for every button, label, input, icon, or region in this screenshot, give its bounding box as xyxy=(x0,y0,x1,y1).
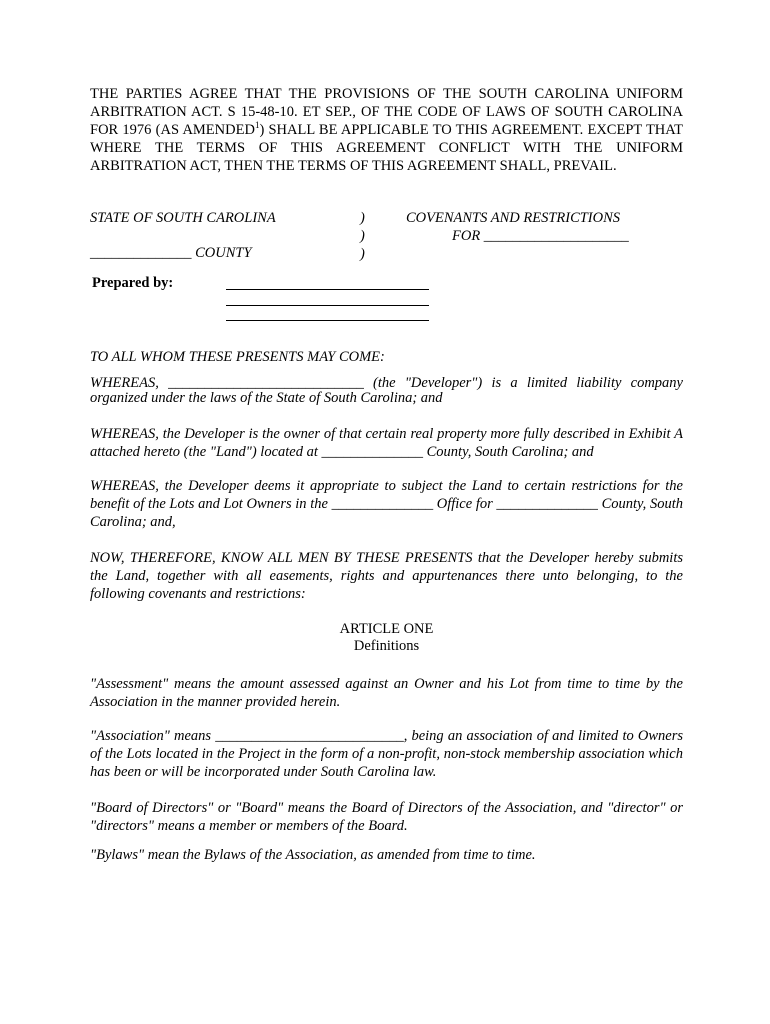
caption-paren-2: ) xyxy=(360,228,365,244)
definition-association: "Association" means __________________________, being an association of and limited to Owners of the Lots located in the Project in the form of a non-profit, non-stock membership association which has been or will be incorporated under South Carolina law. xyxy=(90,728,683,780)
salutation: TO ALL WHOM THESE PRESENTS MAY COME: xyxy=(90,349,385,365)
caption-paren-1: ) xyxy=(360,210,365,226)
document-title-line-2: FOR ____________________ xyxy=(452,228,629,244)
article-heading: ARTICLE ONE xyxy=(339,621,434,637)
preparer-line-2[interactable] xyxy=(226,305,429,306)
whereas-land-paragraph: WHEREAS, the Developer is the owner of that certain real property more fully described in Exhibit A attached hereto (the "Land") located at ______________ County, South Carolina; and xyxy=(90,426,683,460)
county-caption: ______________ COUNTY xyxy=(90,245,252,261)
definition-bylaws: "Bylaws" mean the Bylaws of the Association, as amended from time to time. xyxy=(90,847,536,863)
article-subheading: Definitions xyxy=(353,638,420,654)
preparer-line-1[interactable] xyxy=(226,289,429,290)
now-therefore-paragraph: NOW, THEREFORE, KNOW ALL MEN BY THESE PRESENTS that the Developer hereby submits the Land, together with all easements, rights and appurtenances there unto belonging, to the following covenants and restrictions: xyxy=(90,550,683,602)
whereas-restrictions-paragraph: WHEREAS, the Developer deems it appropriate to subject the Land to certain restrictions for the benefit of the Lots and Lot Owners in the ______________ Office for ______________ County, South Carolina; and, xyxy=(90,478,683,530)
caption-paren-3: ) xyxy=(360,246,365,262)
state-caption: STATE OF SOUTH CAROLINA xyxy=(90,210,276,226)
whereas-developer-paragraph: WHEREAS, ___________________________ (the "Developer") is a limited liability company organized under the laws of the State of South Carolina; and xyxy=(90,375,683,406)
arbitration-notice-text-1: THE PARTIES AGREE THAT THE PROVISIONS OF THE SOUTH CAROLINA UNIFORM ARBITRATION ACT. S 15-48-10. ET SEP., OF THE CODE OF LAWS OF SOUTH CAROLINA FOR 1976 (AS AMENDED xyxy=(90,86,683,138)
prepared-by-label: Prepared by: xyxy=(92,275,174,291)
footnote-marker[interactable]: 1 xyxy=(254,120,260,131)
definition-assessment: "Assessment" means the amount assessed against an Owner and his Lot from time to time by the Association in the manner provided herein. xyxy=(90,676,683,710)
document-title-line-1: COVENANTS AND RESTRICTIONS xyxy=(406,210,621,226)
arbitration-notice-text-2: ) SHALL BE APPLICABLE TO THIS AGREEMENT. EXCEPT THAT WHERE THE TERMS OF THIS AGREEMENT CONFLICT WITH THE UNIFORM ARBITRATION ACT, THEN THE TERMS OF THIS AGREEMENT SHALL, PREVAIL. xyxy=(90,122,684,174)
definition-board: "Board of Directors" or "Board" means the Board of Directors of the Association, and "director" or "directors" means a member or members of the Board. xyxy=(90,800,683,834)
arbitration-notice xyxy=(90,85,683,175)
preparer-line-3[interactable] xyxy=(226,320,429,321)
